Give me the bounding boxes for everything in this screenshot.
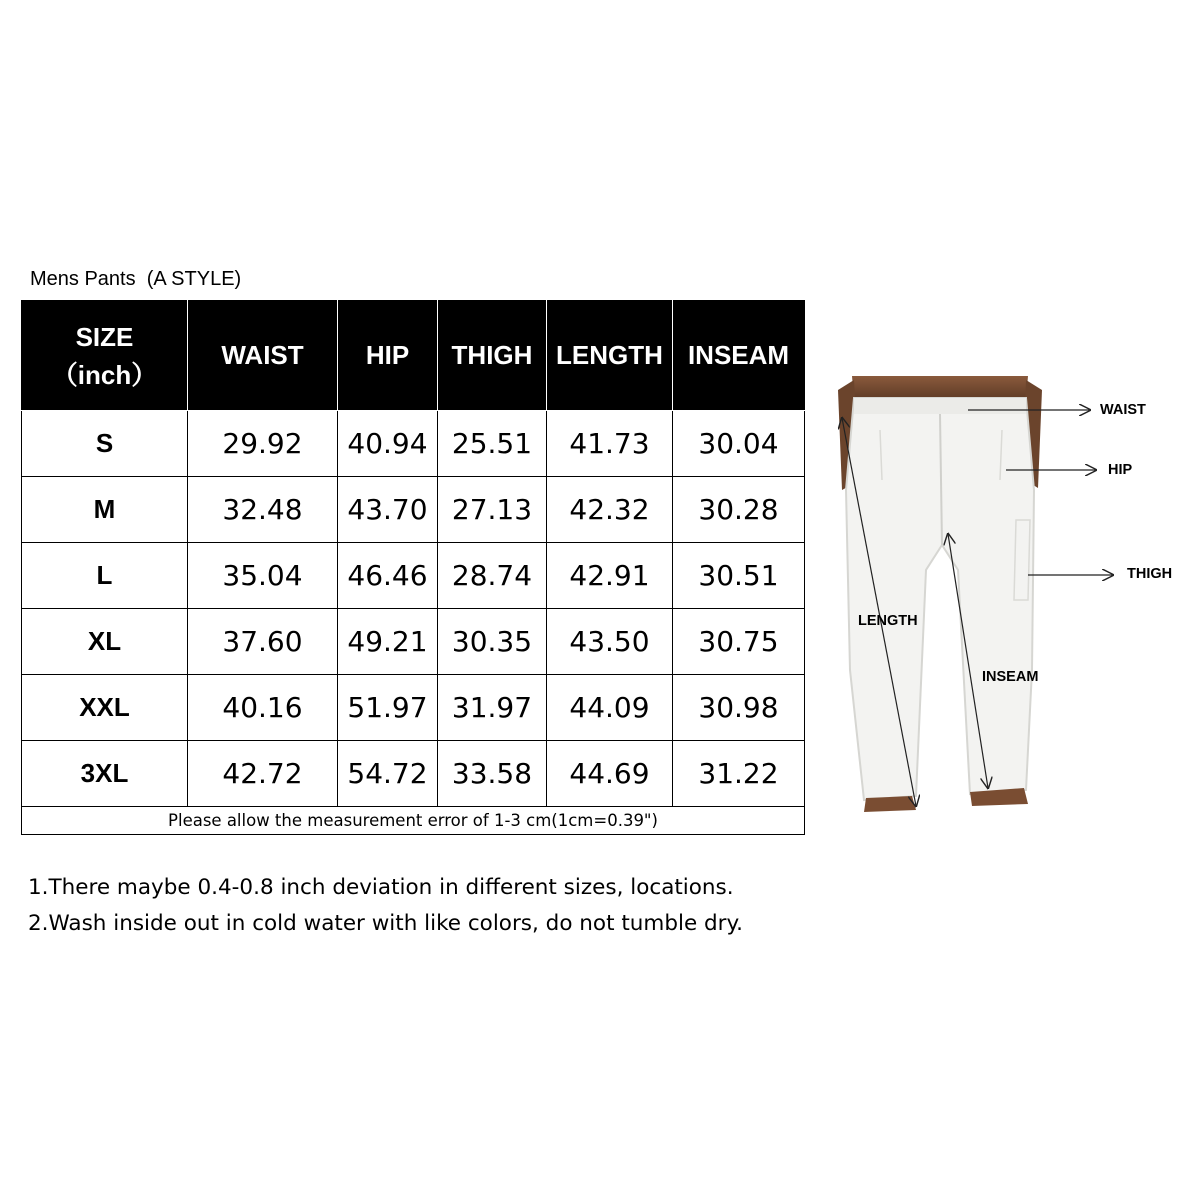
hip-cell: 49.21 [338,609,438,675]
hip-cell: 40.94 [338,411,438,477]
size-cell: S [22,411,188,477]
thigh-cell: 25.51 [438,411,547,477]
size-cell: M [22,477,188,543]
thigh-label: THIGH [1127,566,1173,582]
table-footnote: Please allow the measurement error of 1-3 cm(1cm=0.39") [22,807,805,835]
thigh-cell: 27.13 [438,477,547,543]
header-hip: HIP [338,301,438,411]
waist-cell: 37.60 [188,609,338,675]
hip-cell: 46.46 [338,543,438,609]
hip-cell: 43.70 [338,477,438,543]
table-row [22,609,805,675]
size-cell: 3XL [22,741,188,807]
size-table [21,300,805,835]
inseam-cell: 30.51 [673,543,805,609]
header-size-label: SIZE [75,321,134,352]
thigh-cell: 30.35 [438,609,547,675]
thigh-cell: 33.58 [438,741,547,807]
inseam-cell: 30.75 [673,609,805,675]
table-row [22,411,805,477]
pants-measurement-figure [820,370,1190,820]
table-footnote-row [22,807,805,835]
chart-title: Mens Pants (A STYLE) [30,268,242,290]
header-waist: WAIST [188,301,338,411]
hip-label: HIP [1108,462,1133,478]
waist-cell: 42.72 [188,741,338,807]
hip-cell: 51.97 [338,675,438,741]
length-cell: 44.09 [547,675,673,741]
table-header-row [22,301,805,411]
note-2: 2.Wash inside out in cold water with like colors, do not tumble dry. [28,911,744,936]
thigh-cell: 31.97 [438,675,547,741]
waist-label: WAIST [1100,402,1146,418]
length-label: LENGTH [858,613,918,629]
table-row [22,741,805,807]
length-cell: 42.91 [547,543,673,609]
length-cell: 44.69 [547,741,673,807]
thigh-cell: 28.74 [438,543,547,609]
length-cell: 42.32 [547,477,673,543]
hip-cell: 54.72 [338,741,438,807]
inseam-cell: 30.28 [673,477,805,543]
waist-cell: 29.92 [188,411,338,477]
header-length: LENGTH [547,301,673,411]
waist-cell: 32.48 [188,477,338,543]
size-cell: L [22,543,188,609]
note-1: 1.There maybe 0.4-0.8 inch deviation in different sizes, locations. [28,875,734,900]
waist-cell: 35.04 [188,543,338,609]
size-cell: XXL [22,675,188,741]
header-unit-label: （inch） [51,359,158,390]
waist-cell: 40.16 [188,675,338,741]
header-size [22,301,188,411]
header-inseam: INSEAM [673,301,805,411]
notes [28,870,743,942]
length-cell: 41.73 [547,411,673,477]
pants-illustration [820,370,1190,820]
length-cell: 43.50 [547,609,673,675]
inseam-label: INSEAM [982,669,1039,685]
inseam-cell: 30.98 [673,675,805,741]
header-thigh: THIGH [438,301,547,411]
table-row [22,675,805,741]
table-row [22,543,805,609]
size-cell: XL [22,609,188,675]
table-row [22,477,805,543]
inseam-cell: 30.04 [673,411,805,477]
inseam-cell: 31.22 [673,741,805,807]
